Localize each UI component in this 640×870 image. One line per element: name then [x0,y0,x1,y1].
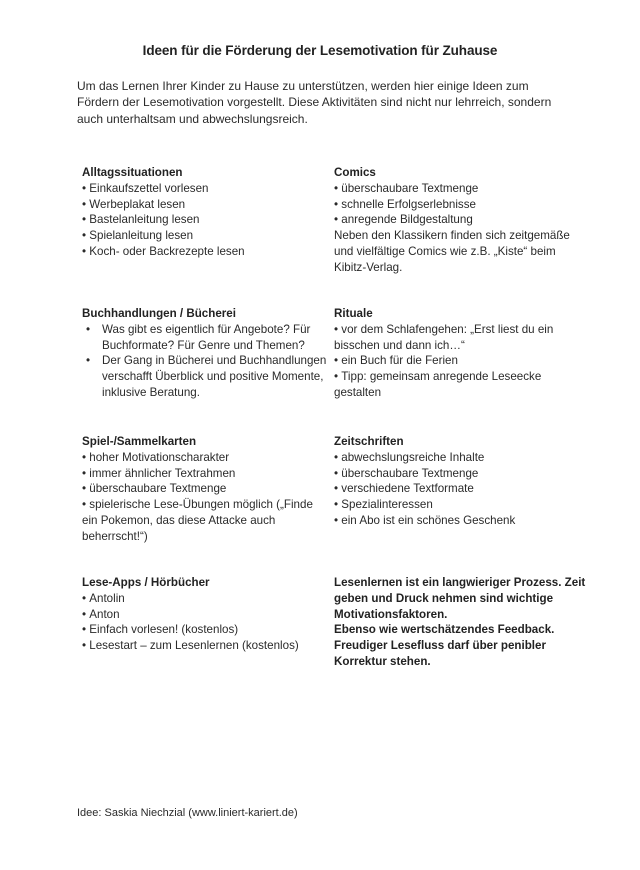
list-item: • ein Buch für die Ferien [334,353,589,369]
list-item: • anregende Bildgestaltung [334,212,589,228]
list-item: • hoher Motivationscharakter [82,450,327,466]
list-item: • Koch- oder Backrezepte lesen [82,244,327,260]
list-item: • vor dem Schlafengehen: „Erst liest du ein bisschen und dann ich…“ [334,322,589,354]
fazit-text: Ebenso wie wertschätzendes Feedback. [334,623,555,637]
section-comics [334,165,589,276]
list-item: • abwechslungsreiche Inhalte [334,450,589,466]
section-heading: Alltagssituationen [82,166,183,179]
list-item: • überschaubare Textmenge [334,181,589,197]
bullet-list [82,322,327,401]
fazit-text: Freudiger Lesefluss darf über penibler Korrektur stehen. [334,639,546,668]
fazit-text: Lesenlernen ist ein langwieriger Prozess. Zeit geben und Druck nehmen sind wichtige Motivationsfaktoren. [334,576,586,621]
list-item: • Spielanleitung lesen [82,228,327,244]
list-item: • spielerische Lese-Übungen möglich („Finde ein Pokemon, das diese Attacke auch beherrscht!“) [82,497,327,544]
list-item: • Einkaufszettel vorlesen [82,181,327,197]
list-item: • Bastelanleitung lesen [82,212,327,228]
section-heading: Zeitschriften [334,435,404,448]
list-item: • ein Abo ist ein schönes Geschenk [334,513,589,529]
list-item: • immer ähnlicher Textrahmen [82,466,327,482]
list-item: • verschiedene Textformate [334,481,589,497]
intro-paragraph: Um das Lernen Ihrer Kinder zu Hause zu unterstützen, werden hier einige Ideen zum Fördern der Lesemotivation vorgestellt. Diese Aktivitäten sind nicht nur lehrreich, sondern auch unterhaltsam und abwechslungsreich. [77,79,552,126]
list-item: • schnelle Erfolgserlebnisse [334,197,589,213]
list-item: • Antolin [82,591,327,607]
list-item: • Spezialinteressen [334,497,589,513]
section-alltagssituationen [82,165,327,260]
section-zeitschriften [334,434,589,529]
section-heading: Spiel-/Sammelkarten [82,435,197,448]
section-lese-apps [82,575,327,654]
list-item: • Einfach vorlesen! (kostenlos) [82,622,327,638]
section-fazit [334,575,589,670]
document-title: Ideen für die Förderung der Lesemotivation für Zuhause [142,43,498,58]
section-spielkarten [82,434,327,545]
footer-credit: Idee: Saskia Niechzial (www.liniert-kariert.de) [77,807,298,819]
section-heading: Comics [334,166,376,179]
section-heading: Rituale [334,307,373,320]
section-rituale [334,306,589,401]
list-item: • Tipp: gemeinsam anregende Leseecke gestalten [334,369,589,401]
list-item: • überschaubare Textmenge [334,466,589,482]
section-note: Neben den Klassikern finden sich zeitgemäße und vielfältige Comics wie z.B. „Kiste“ beim Kibitz-Verlag. [334,229,570,274]
list-item: • Der Gang in Bücherei und Buchhandlungen verschafft Überblick und positive Momente, inklusive Beratung. [82,353,327,400]
section-heading: Buchhandlungen / Bücherei [82,307,236,320]
list-item: • überschaubare Textmenge [82,481,327,497]
list-item: • Lesestart – zum Lesenlernen (kostenlos) [82,638,327,654]
section-buchhandlungen [82,306,327,401]
list-item: • Was gibt es eigentlich für Angebote? Für Buchformate? Für Genre und Themen? [82,322,327,354]
section-heading: Lese-Apps / Hörbücher [82,576,210,589]
list-item: • Werbeplakat lesen [82,197,327,213]
list-item: • Anton [82,607,327,623]
